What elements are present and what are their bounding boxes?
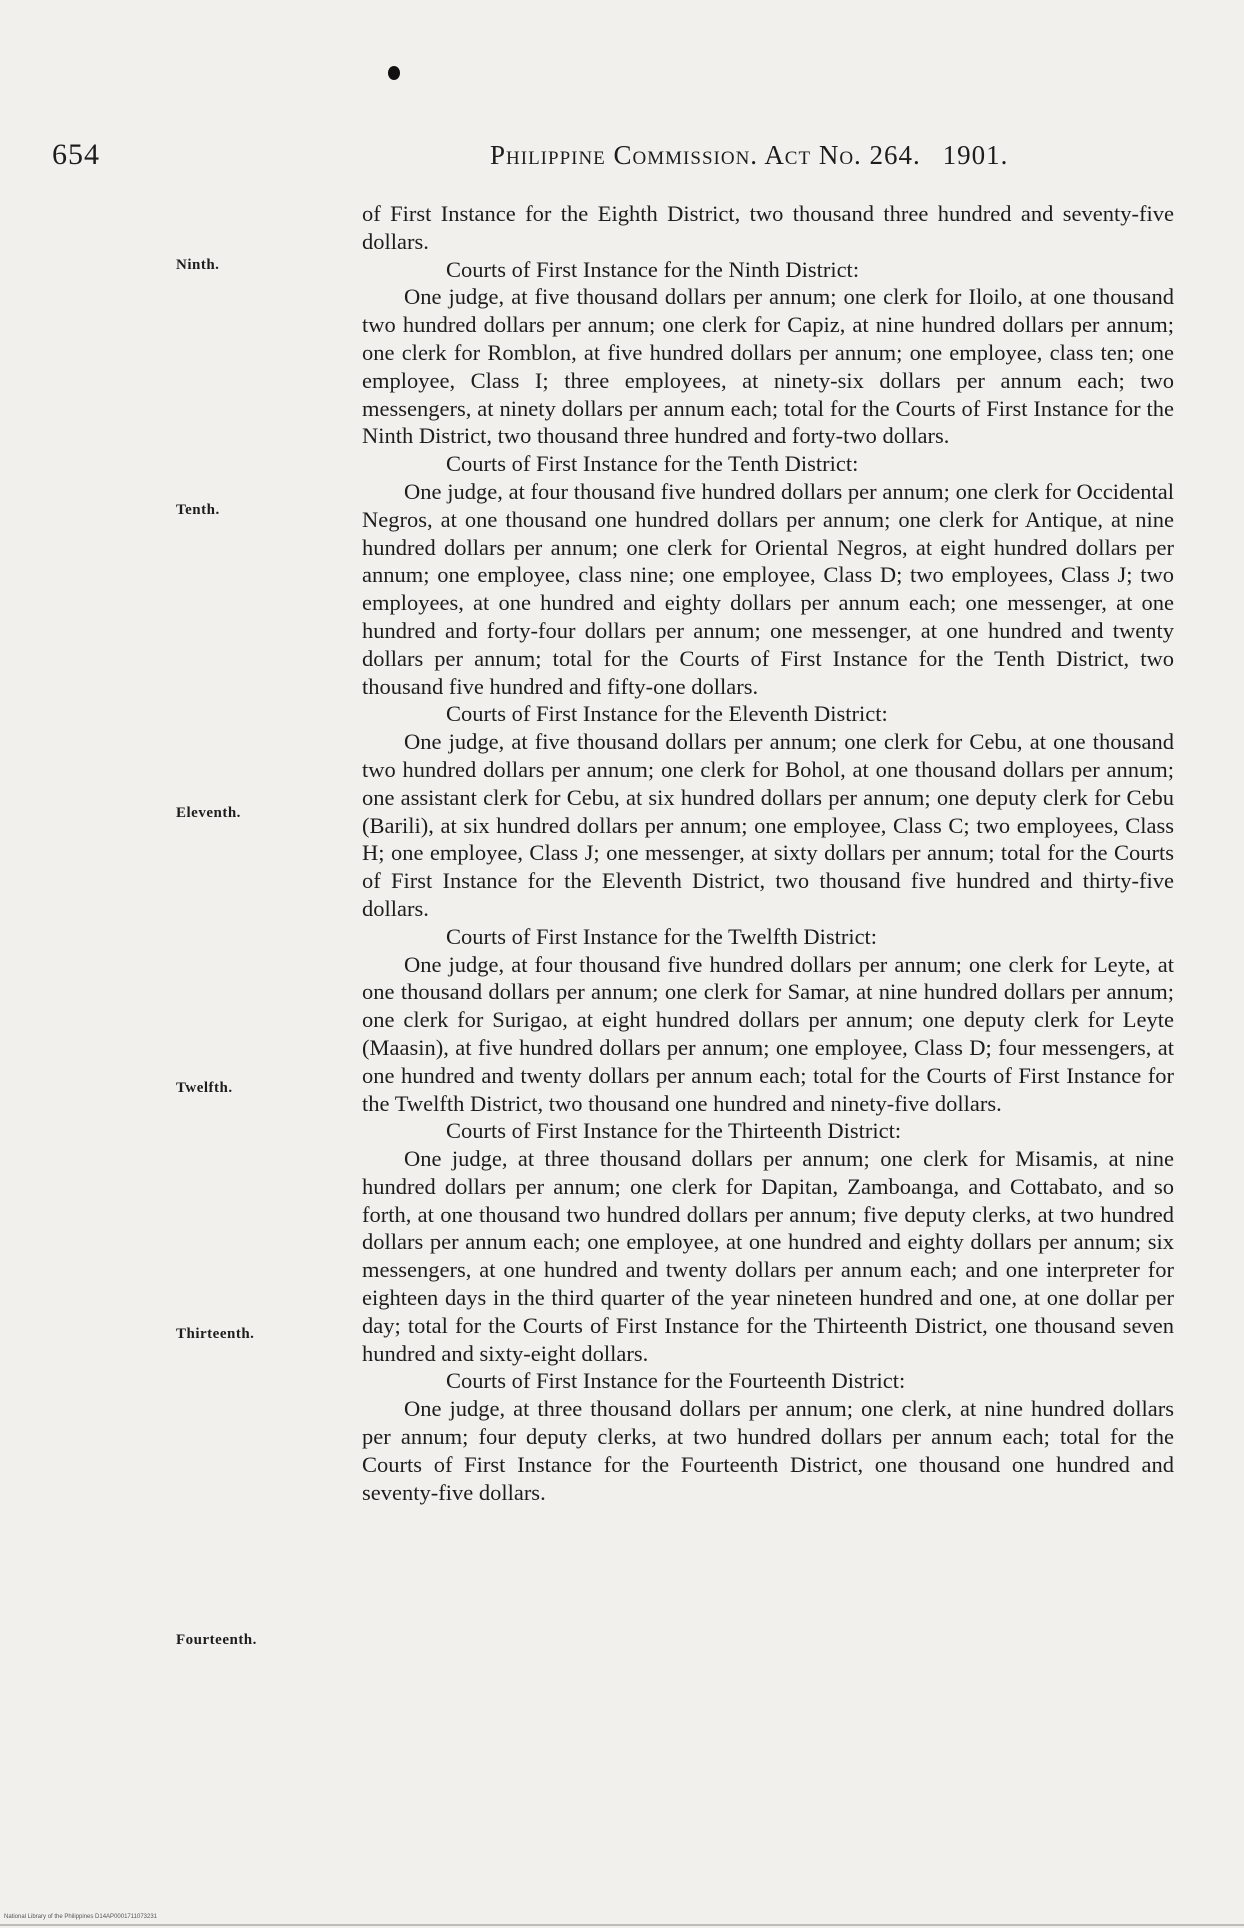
body-text xyxy=(362,200,1174,1506)
section-heading-tenth: Courts of First Instance for the Tenth District: xyxy=(446,451,859,477)
paragraph-ninth: One judge, at five thousand dollars per annum; one clerk for Iloilo, at one thousand two hundred dollars per annum; one clerk for Capiz, at nine hundred dollars per annum; one clerk for Romblon, at five hundred dollars per annum; one employee, class ten; one employee, Class I; three employees, at ninety-six dollars per annum each; two messengers, at ninety dollars per annum each; total for the Courts of First Instance for the Ninth District, two thousand three hundred and forty-two dollars. xyxy=(362,284,1174,449)
section-heading-thirteenth: Courts of First Instance for the Thirteenth District: xyxy=(446,1118,902,1144)
marginal-note-tenth: Tenth. xyxy=(176,502,220,518)
bottom-rule xyxy=(0,1924,1244,1926)
paragraph-fourteenth: One judge, at three thousand dollars per annum; one clerk, at nine hundred dollars per annum; four deputy clerks, at two hundred dollars per annum each; total for the Courts of First Instance for the Fourteenth District, one thousand one hundred and seventy-five dollars. xyxy=(362,1396,1174,1505)
running-head xyxy=(490,140,1008,171)
paragraph-continuation: of First Instance for the Eighth District, two thousand three hundred and seventy-five dollars. xyxy=(362,201,1174,254)
paragraph-tenth: One judge, at four thousand five hundred dollars per annum; one clerk for Occidental Negros, at one thousand one hundred dollars per annum; one clerk for Antique, at nine hundred dollars per annum; one clerk for Oriental Negros, at eight hundred dollars per annum; one employee, class nine; one employee, Class D; two employees, Class J; two employees, at one hundred and eighty dollars per annum each; one messenger, at one hundred and forty-four dollars per annum; one messenger, at one hundred and twenty dollars per annum; total for the Courts of First Instance for the Tenth District, two thousand five hundred and fifty-one dollars. xyxy=(362,478,1174,699)
section-heading-ninth: Courts of First Instance for the Ninth District: xyxy=(446,256,860,282)
paragraph-thirteenth: One judge, at three thousand dollars per annum; one clerk for Misamis, at nine hundred dollars per annum; one clerk for Dapitan, Zamboanga, and Cottabato, and so forth, at one thousand two hundred dollars per annum; five deputy clerks, at two hundred dollars per annum each; one employee, at one hundred and eighty dollars per annum; six messengers, at one hundred and twenty dollars per annum each; and one interpreter for eighteen days in the third quarter of the year nineteen hundred and one, at one dollar per day; total for the Courts of First Instance for the Thirteenth District, one thousand seven hundred and sixty-eight dollars. xyxy=(362,1146,1174,1366)
section-heading-eleventh: Courts of First Instance for the Eleventh District: xyxy=(446,701,888,727)
scan-credit: National Library of the Philippines D14AP0001711073231 xyxy=(4,1914,157,1920)
paragraph-twelfth: One judge, at four thousand five hundred dollars per annum; one clerk for Leyte, at one thousand dollars per annum; one clerk for Samar, at nine hundred dollars per annum; one clerk for Surigao, at eight hundred dollars per annum; one deputy clerk for Leyte (Maasin), at five hundred dollars per annum; one employee, Class D; four messengers, at one hundred and twenty dollars per annum each; total for the Courts of First Instance for the Twelfth District, two thousand one hundred and ninety-five dollars. xyxy=(362,951,1174,1116)
marginal-note-twelfth: Twelfth. xyxy=(176,1080,233,1096)
act-number: Act No. 264. xyxy=(764,140,921,170)
section-heading-twelfth: Courts of First Instance for the Twelfth District: xyxy=(446,923,878,949)
running-title: Philippine Commission. xyxy=(490,140,759,170)
act-year: 1901. xyxy=(942,140,1009,170)
marginal-note-eleventh: Eleventh. xyxy=(176,805,241,821)
section-heading-fourteenth: Courts of First Instance for the Fourteenth District: xyxy=(446,1368,906,1394)
page-number: 654 xyxy=(52,138,100,171)
marginal-note-thirteenth: Thirteenth. xyxy=(176,1326,255,1342)
marginal-note-fourteenth: Fourteenth. xyxy=(176,1632,257,1648)
paragraph-eleventh: One judge, at five thousand dollars per annum; one clerk for Cebu, at one thousand two hundred dollars per annum; one clerk for Bohol, at one thousand dollars per annum; one assistant clerk for Cebu, at six hundred dollars per annum; one deputy clerk for Cebu (Barili), at six hundred dollars per annum; one employee, Class C; two employees, Class H; one employee, Class J; one messenger, at sixty dollars per annum; total for the Courts of First Instance for the Eleventh District, two thousand five hundred and thirty-five dollars. xyxy=(362,729,1174,921)
ink-dot xyxy=(388,66,400,80)
marginal-note-ninth: Ninth. xyxy=(176,257,220,273)
